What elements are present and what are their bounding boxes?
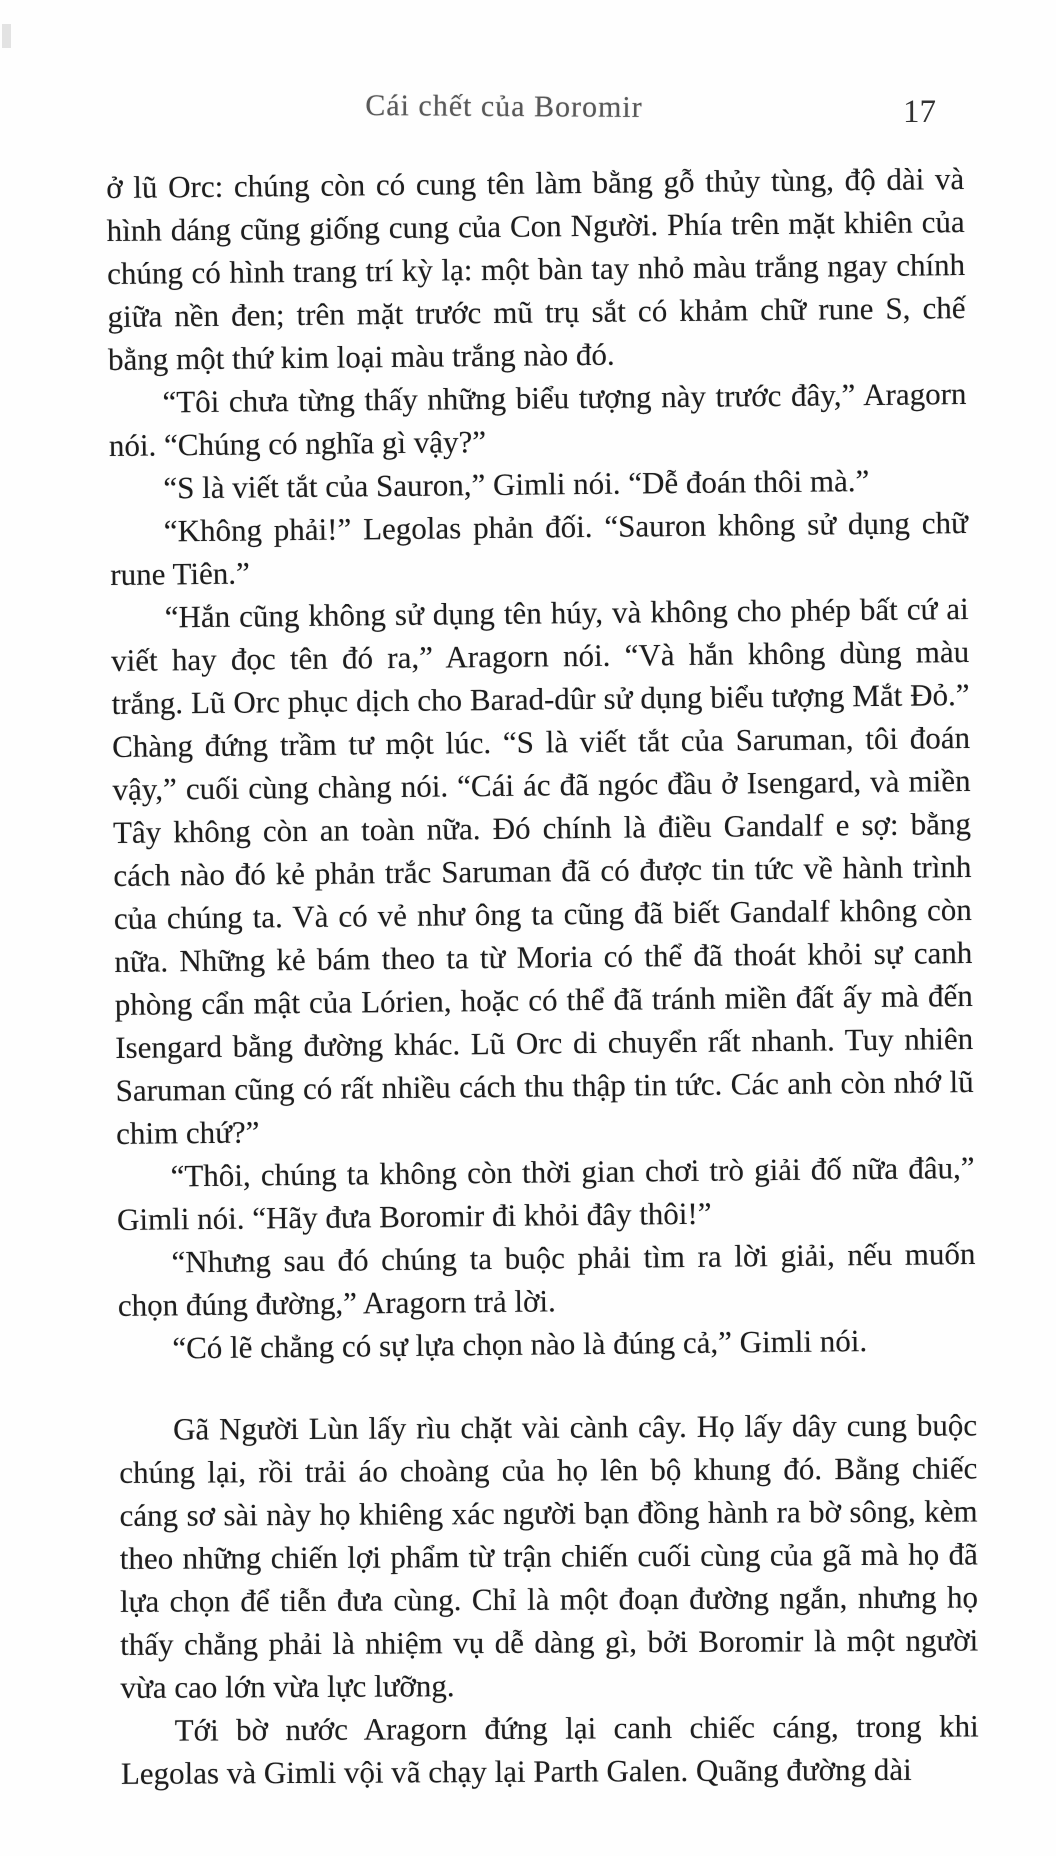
paragraph: “S là viết tắt của Sauron,” Gimli nói. “Dễ đoán thôi mà.” [163, 463, 870, 506]
paragraph: Tới bờ nước Aragorn đứng lại canh chiếc cáng, trong khi Legolas và Gimli vội vã chạy lại Parth Galen. Quãng đường dài [120, 1708, 979, 1791]
paragraph: “Nhưng sau đó chúng ta buộc phải tìm ra lời giải, nếu muốn chọn đúng đường,” Aragorn trả lời. [117, 1235, 976, 1323]
running-header-title: Cái chết của Boromir [365, 89, 643, 124]
paragraph: “Hắn cũng không sử dụng tên húy, và không cho phép bất cứ ai viết hay đọc tên đó ra,” Aragorn nói. “Và hắn không dùng màu trắng. Lũ Orc phục dịch cho Barad-dûr sử dụng biểu tượng Mắt Đỏ.” Chàng đứng trầm tư một lúc. “S là viết tắt của Saruman, tôi đoán vậy,” cuối cùng chàng nói. “Cái ác đã ngóc đầu ở Isengard, và miền Tây không còn an toàn nữa. Đó chính là điều Gandalf e sợ: bằng cách nào đó kẻ phản trắc Saruman đã có được tin tức về hành trình của chúng ta. Và có vẻ như ông ta cũng đã biết Gandalf không còn nữa. Những kẻ bám theo ta từ Moria có thể đã thoát khỏi sự canh phòng cẩn mật của Lórien, hoặc có thể đã tránh miền đất ấy mà đến Isengard bằng đường khác. Lũ Orc di chuyển rất nhanh. Tuy nhiên Saruman cũng có rất nhiều cách thu thập tin tức. Các anh còn nhớ lũ chim chứ?” [110, 590, 974, 1151]
paragraph: Gã Người Lùn lấy rìu chặt vài cành cây. Họ lấy dây cung buộc chúng lại, rồi trải áo choàng của họ lên bộ khung đó. Bằng chiếc cáng sơ sài này họ khiêng xác người bạn đồng hành ra bờ sông, kèm theo những chiến lợi phẩm từ trận chiến cuối cùng của gã mà họ đã lựa chọn để tiễn đưa cùng. Chỉ là một đoạn đường ngắn, nhưng họ thấy chẳng phải là nhiệm vụ dễ dàng gì, bởi Boromir là một người vừa cao lớn vừa lực lưỡng. [119, 1407, 979, 1705]
text-section-2 [119, 1403, 979, 1794]
paragraph: “Không phải!” Legolas phản đối. “Sauron không sử dụng chữ rune Tiên.” [110, 504, 968, 592]
scan-edge-artifact [2, 24, 11, 48]
page-number: 17 [903, 94, 936, 130]
paragraph: “Thôi, chúng ta không còn thời gian chơi trò giải đố nữa đâu,” Gimli nói. “Hãy đưa Boromir đi khỏi đây thôi!” [116, 1149, 975, 1237]
body-text-block [106, 157, 981, 1795]
paragraph: ở lũ Orc: chúng còn có cung tên làm bằng gỗ thủy tùng, độ dài và hình dáng cũng giống cung của Con Người. Phía trên mặt khiên của chúng có hình trang trí kỳ lạ: một bàn tay nhỏ màu trắng ngay chính giữa nền đen; trên mặt trước mũ trụ sắt có khảm chữ rune S, chế bằng một thứ kim loại màu trắng nào đó. [106, 161, 966, 377]
paragraph: “Có lẽ chẳng có sự lựa chọn nào là đúng cả,” Gimli nói. [172, 1323, 868, 1366]
paragraph: “Tôi chưa từng thấy những biểu tượng này trước đây,” Aragorn nói. “Chúng có nghĩa gì vậy?” [108, 376, 967, 463]
text-section-1 [106, 157, 977, 1370]
